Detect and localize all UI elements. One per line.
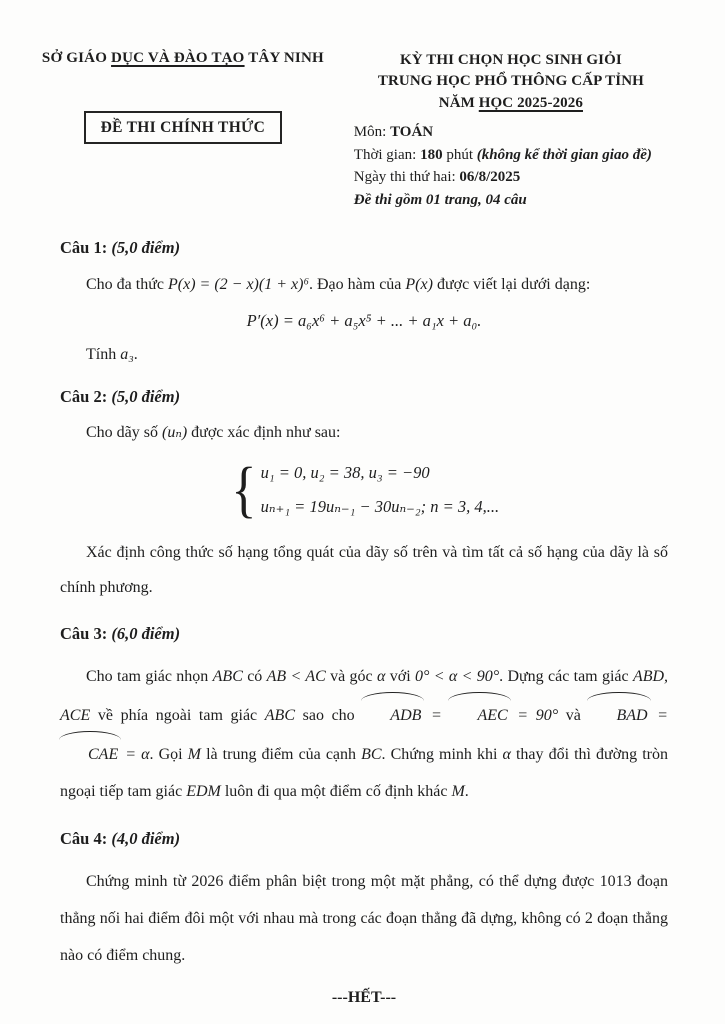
math-inline: α <box>502 746 511 764</box>
end-marker: ---HẾT--- <box>331 988 397 1006</box>
system-equation-line1: u₁ = 0, u₂ = 38, u₃ = −90 <box>260 463 430 483</box>
questions-section <box>38 236 668 1006</box>
text-run: . <box>133 345 138 363</box>
text-run: Xác định công thức số hạng tổng quát của dãy số trên và tìm tất cả số hạng của dãy là số chính phương. <box>60 543 668 597</box>
bold-text: TÂY NINH <box>244 50 324 66</box>
text-run: Thời gian: <box>353 146 421 163</box>
left-brace-glyph: { <box>231 456 257 525</box>
system-equations <box>261 456 499 524</box>
question-1-intro <box>60 272 668 298</box>
bold-text: Câu 3: <box>60 624 112 644</box>
question-2-intro <box>60 420 668 446</box>
bold-italic-text: (4,0 điểm) <box>111 829 181 849</box>
math-inline: = α <box>120 746 150 764</box>
page-count-line <box>354 189 668 212</box>
math-inline: α <box>377 668 386 686</box>
text-run: . Dựng các tam giác <box>499 668 633 686</box>
question-4 <box>60 827 668 974</box>
math-inline: EDM <box>186 783 221 801</box>
text-run: về phía ngoài tam giác <box>90 707 265 725</box>
header-right <box>328 50 668 212</box>
text-run: Chứng minh từ 2026 điểm phân biệt trong một mặt phẳng, có thể dựng được 1013 đoạn thẳng nối hai điểm đôi một với nhau mà trong các đoạn thẳng đã dựng, không có 2 đoạn thẳng nào có điểm chung. <box>60 873 668 965</box>
bold-italic-text: (6,0 điểm) <box>111 624 181 644</box>
official-exam-box-wrap <box>38 111 328 144</box>
text-run: là trung điểm của cạnh <box>201 746 362 764</box>
underlined-bold-text: HỌC 2025-2026 <box>478 94 583 111</box>
bold-text: Câu 4: <box>60 829 112 849</box>
text-run: Ngày thi thứ hai: <box>353 169 460 186</box>
underlined-bold-text: DỤC VÀ ĐÀO TẠO <box>111 50 245 66</box>
header <box>38 50 668 212</box>
angle-notation: CAE <box>60 734 120 773</box>
question-1-heading <box>60 236 668 261</box>
text-run: sao cho <box>295 707 363 725</box>
bold-text: TOÁN <box>390 123 434 140</box>
text-run: luôn đi qua một điểm cố định khác <box>220 783 452 801</box>
question-4-heading <box>60 827 668 852</box>
text-run: Tính <box>86 345 121 363</box>
bold-text: NĂM <box>438 94 479 111</box>
bold-text: SỞ GIÁO <box>41 50 112 66</box>
text-run: Cho dãy số <box>86 424 162 442</box>
math-inline: (uₙ) <box>162 424 188 442</box>
math-inline: M <box>451 783 465 801</box>
question-3 <box>60 622 668 810</box>
text-run: và góc <box>325 668 377 686</box>
subject-line <box>354 121 668 144</box>
bold-italic-text: Đề thi gồm 01 trang, 04 câu <box>353 192 527 209</box>
math-inline: ABD, ACE <box>60 668 669 725</box>
bold-italic-text: (5,0 điểm) <box>111 238 181 258</box>
bold-text: 180 <box>420 146 443 163</box>
math-inline: AB < AC <box>266 668 326 686</box>
question-1 <box>60 236 668 368</box>
math-inline: 0° < α < 90° <box>414 668 500 686</box>
exam-date-line <box>354 166 668 189</box>
bold-text: 06/8/2025 <box>459 169 521 186</box>
bold-text: Câu 1: <box>60 238 112 258</box>
question-2 <box>60 385 668 606</box>
math-inline: = 90° <box>509 707 559 725</box>
question-2-task <box>60 535 668 605</box>
text-run: . Chứng minh khi <box>381 746 503 764</box>
text-run: Cho tam giác nhọn <box>86 668 213 686</box>
text-run: Môn: <box>353 123 391 140</box>
time-line <box>354 144 668 167</box>
math-inline: ABC <box>264 707 295 725</box>
math-inline: a₃ <box>120 345 134 363</box>
text-run: . Đạo hàm của <box>309 275 406 293</box>
text-run: và <box>558 707 589 725</box>
exam-title-line1: KỲ THI CHỌN HỌC SINH GIỎI <box>399 52 622 68</box>
math-inline: M <box>187 746 201 764</box>
question-2-heading <box>60 385 668 410</box>
angle-notation: BAD <box>588 695 649 734</box>
text-run: Cho đa thức <box>86 275 168 293</box>
question-1-task <box>60 342 668 368</box>
exam-info <box>354 121 668 212</box>
text-run: . Gọi <box>149 746 188 764</box>
bold-text: Câu 2: <box>60 386 112 406</box>
question-1-formula: P′(x) = a₆x⁶ + a₅x⁵ + ... + a₁x + a₀. <box>246 310 482 330</box>
math-inline: = <box>649 707 668 725</box>
text-run: . <box>464 783 469 801</box>
math-inline: P(x) = (2 − x)(1 + x)⁶ <box>168 275 309 293</box>
text-run: phút <box>442 146 477 163</box>
bold-italic-text: (5,0 điểm) <box>111 386 181 406</box>
question-4-body <box>60 863 668 974</box>
question-3-body <box>60 658 668 810</box>
math-inline: P(x) <box>405 275 433 293</box>
angle-notation: AEC <box>449 695 509 734</box>
math-inline: BC <box>361 746 382 764</box>
bold-italic-text: (không kể thời gian giao đề) <box>476 146 652 163</box>
text-run: với <box>385 668 415 686</box>
angle-notation: ADB <box>362 695 423 734</box>
department-title <box>38 50 328 67</box>
question-2-system <box>60 456 668 524</box>
math-inline: ABC <box>212 668 243 686</box>
official-exam-badge: ĐỀ THI CHÍNH THỨC <box>84 111 283 144</box>
text-run: thay đổi thì đường tròn ngoại tiếp tam giác <box>60 746 668 801</box>
text-run: được viết lại dưới dạng: <box>432 275 591 293</box>
text-run: có <box>242 668 267 686</box>
system-equation-line2: uₙ₊₁ = 19uₙ₋₁ − 30uₙ₋₂; n = 3, 4,... <box>260 497 500 517</box>
question-3-heading <box>60 622 668 647</box>
header-left <box>38 50 328 212</box>
text-run: được xác định như sau: <box>187 424 341 442</box>
exam-title-line2: TRUNG HỌC PHỔ THÔNG CẤP TỈNH <box>377 73 644 90</box>
exam-title-line3 <box>354 93 668 114</box>
math-inline: = <box>423 707 450 725</box>
